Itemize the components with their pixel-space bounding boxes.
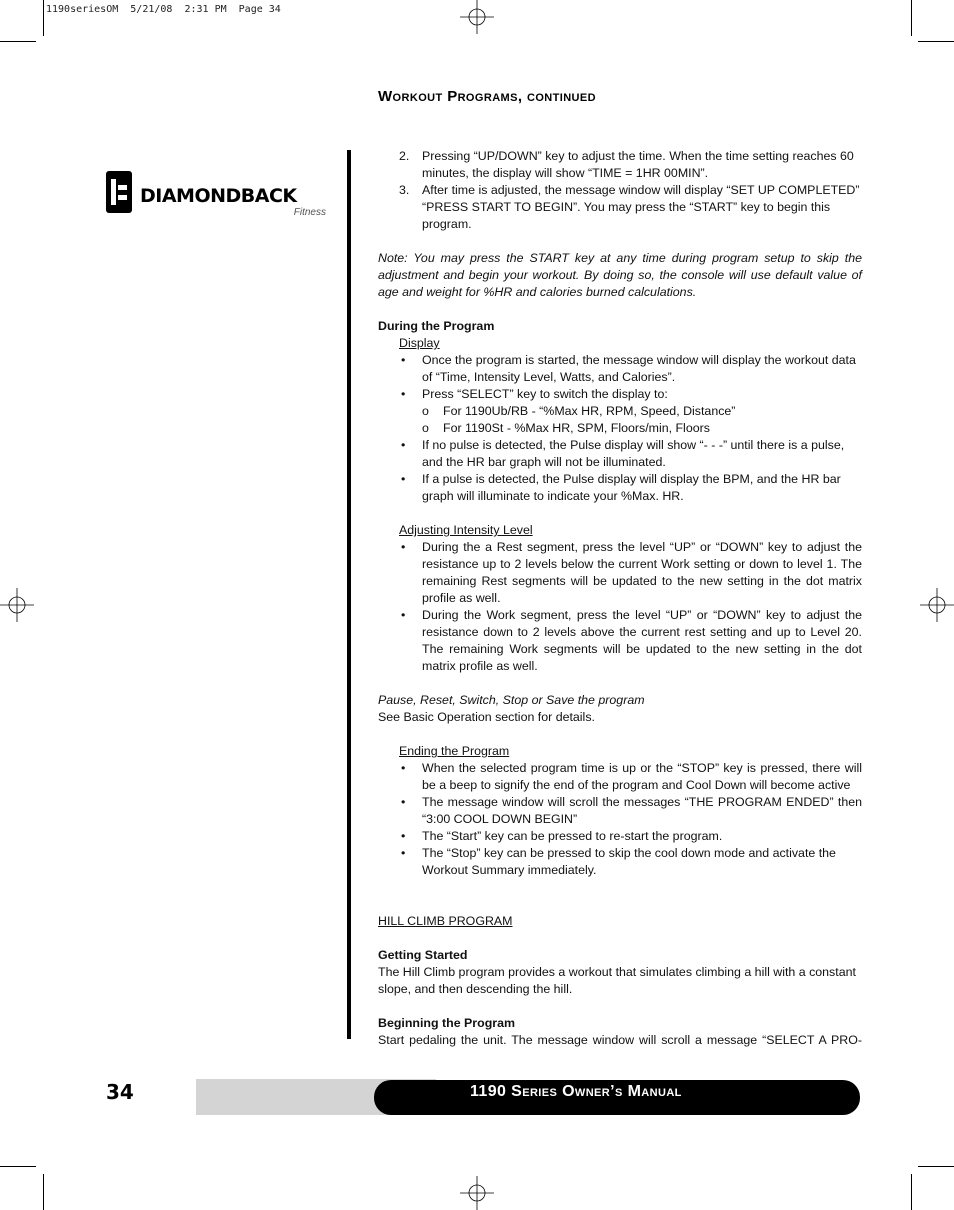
crop-mark	[0, 41, 36, 42]
list-item: • The “Stop” key can be pressed to skip the cool down mode and activate the Workout Summary immediately.	[401, 846, 836, 877]
print-slug-line: 1190seriesOM 5/21/08 2:31 PM Page 34	[46, 4, 281, 15]
display-heading: Display	[399, 336, 440, 350]
list-item: • The message window will scroll the messages “THE PROGRAM ENDED” then “3:00 COOL DOWN BEGIN”	[401, 795, 862, 826]
hill-climb-heading: HILL CLIMB PROGRAM	[378, 914, 513, 928]
crop-mark	[43, 0, 44, 36]
step-item	[378, 148, 862, 182]
registration-mark	[0, 588, 34, 622]
crop-mark	[918, 1166, 954, 1167]
getting-started-heading: Getting Started	[378, 948, 468, 962]
list-item: • Once the program is started, the message window will display the workout data of “Time, Intensity Level, Watts, and Calories”.	[401, 353, 856, 384]
sub-list-item: o For 1190St - %Max HR, SPM, Floors/min, Floors	[422, 421, 710, 435]
step-item	[378, 182, 862, 233]
step-number: 3.	[399, 183, 410, 197]
registration-mark	[920, 588, 954, 622]
step-number: 2.	[399, 149, 410, 163]
manual-title: 1190 Series Owner’s Manual	[470, 1083, 682, 1100]
beginning-heading: Beginning the Program	[378, 1016, 515, 1030]
getting-started-text: The Hill Climb program provides a workout that simulates climbing a hill with a constant slope, and then descending the hill.	[378, 965, 856, 996]
registration-mark	[460, 1176, 494, 1210]
list-item: • Press “SELECT” key to switch the display to:	[401, 387, 668, 401]
brand-logo	[106, 171, 328, 223]
page-number: 34	[106, 1080, 134, 1104]
crop-mark	[911, 0, 912, 36]
section-title: Workout Programs, continued	[378, 88, 596, 105]
pause-heading: Pause, Reset, Switch, Stop or Save the program	[378, 693, 645, 707]
crop-mark	[0, 1166, 36, 1167]
pause-text: See Basic Operation section for details.	[378, 710, 595, 724]
registration-mark	[460, 0, 494, 34]
list-item: • The “Start” key can be pressed to re-start the program.	[401, 829, 723, 843]
note-text: Note: You may press the START key at any time during program setup to skip the adjustment and begin your workout. By doing so, the console will use default value of age and weight for %HR and calories burned calculations.	[378, 251, 862, 299]
step-text: Pressing “UP/DOWN” key to adjust the time. When the time setting reaches 60 minutes, the display will show “TIME = 1HR 00MIN”.	[422, 149, 854, 180]
beginning-text: Start pedaling the unit. The message window will scroll a message “SELECT A PRO-	[378, 1033, 862, 1047]
list-item: • If no pulse is detected, the Pulse display will show “- - -” until there is a pulse, and the HR bar graph will not be illuminated.	[401, 438, 845, 469]
crop-mark	[911, 1174, 912, 1210]
list-item: • During the a Rest segment, press the level “UP” or “DOWN” key to adjust the resistance up to 2 levels below the current Work setting or down to level 1. The remaining Rest segments will be updated to the new setting in the dot matrix profile as well.	[401, 540, 862, 605]
list-item: • During the Work segment, press the level “UP” or “DOWN” key to adjust the resistance down to 2 levels above the current rest setting and up to Level 20. The remaining Work segments will be updated to the new setting in the dot matrix profile as well.	[401, 608, 862, 673]
sub-list-item: o For 1190Ub/RB - “%Max HR, RPM, Speed, Distance”	[422, 404, 736, 418]
logo-mark-icon	[106, 171, 132, 213]
step-text: After time is adjusted, the message window will display “SET UP COMPLETED” “PRESS START TO BEGIN”. You may press the “START” key to begin this program.	[422, 183, 860, 231]
during-program-heading: During the Program	[378, 319, 495, 333]
vertical-rule	[347, 150, 351, 1039]
ending-heading: Ending the Program	[399, 744, 510, 758]
list-item: • When the selected program time is up or the “STOP” key is pressed, there will be a beep to signify the end of the program and Cool Down will become active	[401, 761, 862, 792]
crop-mark	[43, 1174, 44, 1210]
intensity-heading: Adjusting Intensity Level	[399, 523, 533, 537]
logo-subtitle: Fitness	[293, 207, 326, 218]
list-item: • If a pulse is detected, the Pulse display will display the BPM, and the HR bar graph will illuminate to indicate your %Max. HR.	[401, 472, 841, 503]
crop-mark	[918, 41, 954, 42]
logo-wordmark: DIAMONDBACK	[140, 185, 297, 207]
body-content	[378, 148, 862, 1049]
